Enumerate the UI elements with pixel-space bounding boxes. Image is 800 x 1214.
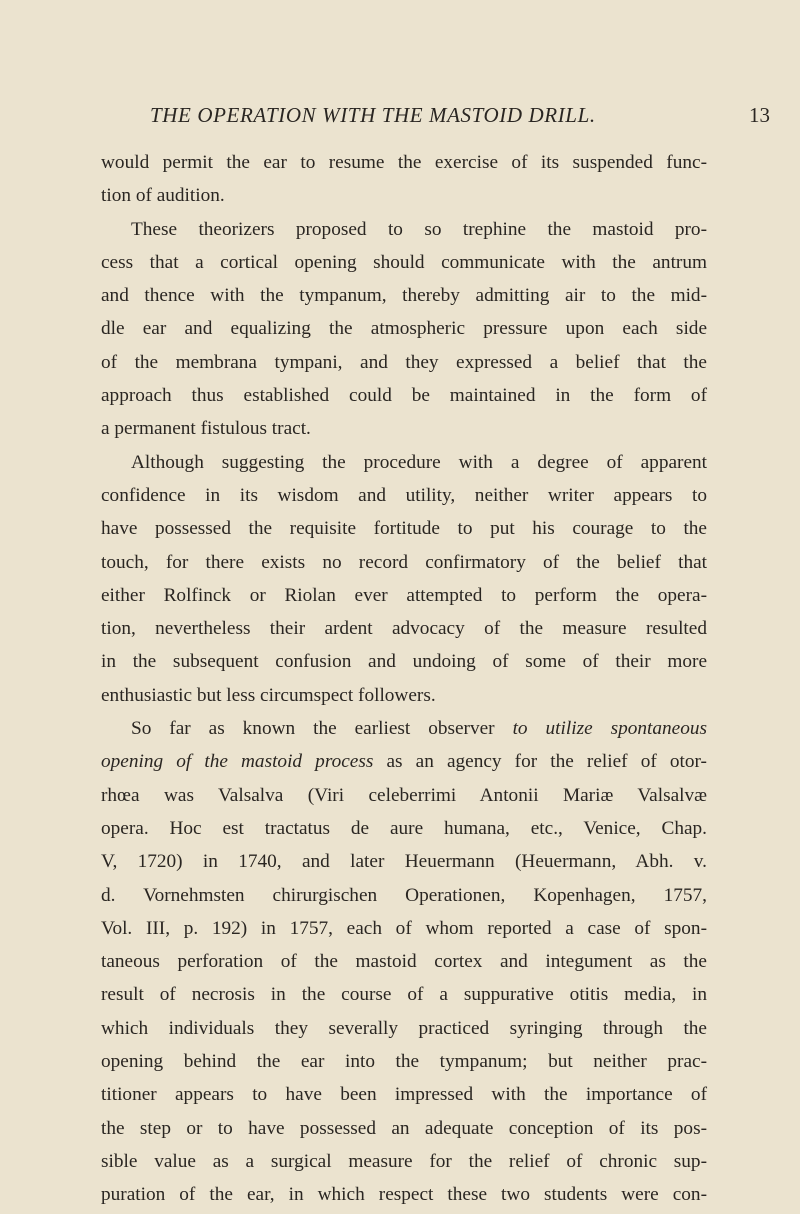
text-line: approach thus established could be maintained in the form of	[101, 385, 707, 407]
body-text	[101, 146, 707, 1212]
text-line: would permit the ear to resume the exercise of its suspended func-	[101, 152, 707, 173]
text-line: These theorizers proposed to so trephine the mastoid pro-	[131, 218, 707, 240]
italic-phrase: to utilize spontaneous	[512, 718, 707, 740]
text-line: d. Vornehmsten chirurgischen Operationen, Kopenhagen, 1757,	[101, 884, 707, 906]
text-line: which individuals they severally practiced syringing through the	[101, 1017, 707, 1039]
text-line: enthusiastic but less circumspect followers.	[101, 684, 436, 706]
text-line: have possessed the requisite fortitude to put his courage to the	[101, 518, 707, 540]
text-line: taneous perforation of the mastoid cortex and integument as the	[101, 951, 707, 973]
italic-phrase: opening of the mastoid process	[101, 751, 374, 773]
text-segment: as an agency for the relief of otor-	[373, 751, 707, 773]
text-line: opening behind the ear into the tympanum; but neither prac-	[101, 1051, 707, 1073]
text-line-with-italic	[101, 712, 707, 745]
text-line: tion, nevertheless their ardent advocacy of the measure resulted	[101, 618, 707, 640]
text-line: rhœa was Valsalva (Viri celeberrimi Antonii Mariæ Valsalvæ	[101, 784, 707, 806]
text-line: V, 1720) in 1740, and later Heuermann (Heuermann, Abh. v.	[101, 851, 707, 873]
text-line: opera. Hoc est tractatus de aure humana, etc., Venice, Chap.	[101, 817, 707, 839]
text-line: dle ear and equalizing the atmospheric pressure upon each side	[101, 318, 707, 340]
text-line: and thence with the tympanum, thereby admitting air to the mid-	[101, 285, 707, 307]
text-line: titioner appears to have been impressed with the importance of	[101, 1084, 707, 1106]
running-head	[150, 103, 770, 128]
text-line: result of necrosis in the course of a suppurative otitis media, in	[101, 984, 707, 1006]
text-line: either Rolfinck or Riolan ever attempted to perform the opera-	[101, 584, 707, 606]
text-line: puration of the ear, in which respect these two students were con-	[101, 1184, 707, 1206]
text-segment: So far as known the earliest observer	[131, 718, 513, 740]
text-line: Vol. III, p. 192) in 1757, each of whom reported a case of spon-	[101, 917, 707, 939]
running-head-title: THE OPERATION WITH THE MASTOID DRILL.	[150, 103, 596, 127]
text-line: of the membrana tympani, and they expressed a belief that the	[101, 351, 707, 373]
text-line: the step or to have possessed an adequate conception of its pos-	[101, 1117, 707, 1139]
text-line: touch, for there exists no record confirmatory of the belief that	[101, 551, 707, 573]
text-line: cess that a cortical opening should communicate with the antrum	[101, 251, 707, 273]
text-line: a permanent fistulous tract.	[101, 418, 311, 440]
page-number: 13	[749, 103, 770, 127]
text-line: Although suggesting the procedure with a degree of apparent	[131, 451, 707, 473]
text-line: confidence in its wisdom and utility, neither writer appears to	[101, 484, 707, 506]
text-line-with-italic	[101, 745, 707, 778]
text-line: in the subsequent confusion and undoing of some of their more	[101, 651, 707, 673]
text-line: sible value as a surgical measure for the relief of chronic sup-	[101, 1150, 707, 1172]
text-line: tion of audition.	[101, 185, 225, 207]
